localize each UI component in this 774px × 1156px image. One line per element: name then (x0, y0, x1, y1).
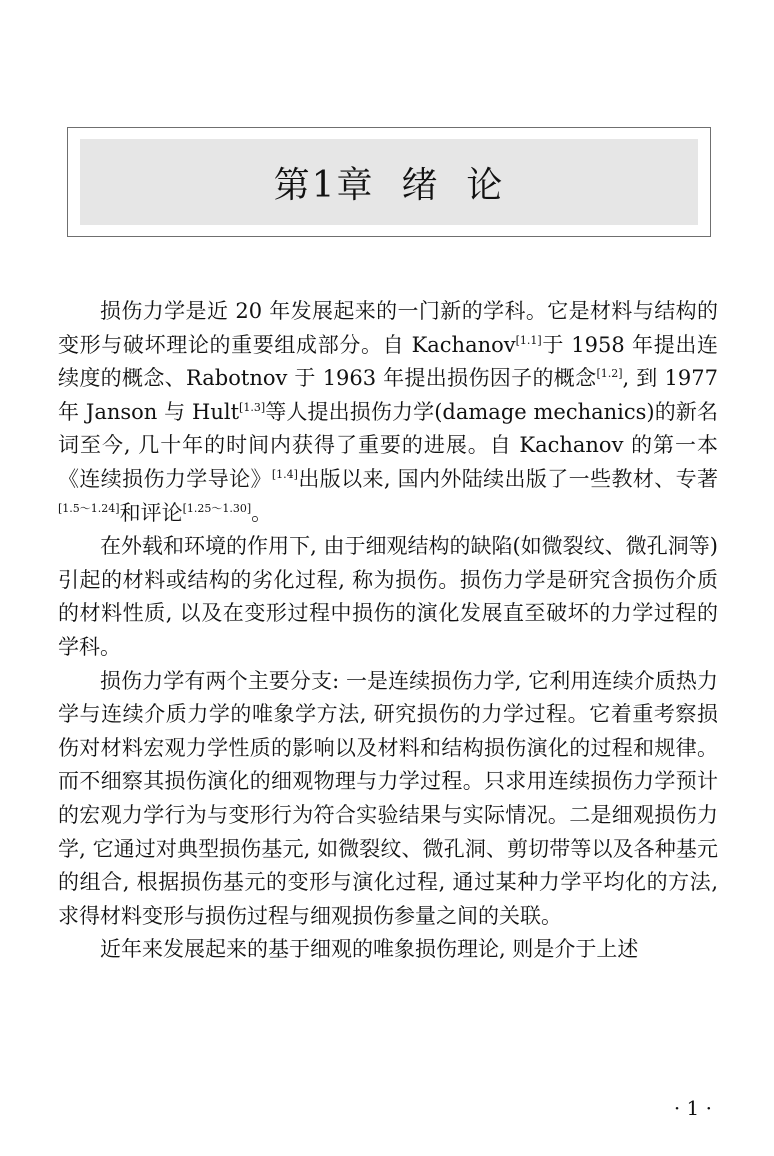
paragraph-text: 损伤力学是近 20 年发展起来的一门新的学科。它是材料与结构的变形与破坏理论的重要组成部分。自 Kachanov (58, 299, 718, 357)
paragraph-text: , 到 1977 年 Janson 与 Hult (58, 366, 718, 424)
citation-ref: [1.2] (596, 367, 623, 381)
paragraph-text: 和评论 (119, 500, 183, 525)
paragraph-text: 近年来发展起来的基于细观的唯象损伤理论, 则是介于上述 (100, 937, 639, 962)
citation-ref: [1.5～1.24] (58, 501, 120, 515)
paragraph-text: 。 (251, 500, 273, 525)
chapter-title-band (80, 139, 698, 225)
paragraph (58, 665, 718, 934)
paragraph-text: 于 1958 年提出连续度的概念、Rabotnov 于 1963 年提出损伤因子的概念 (58, 332, 718, 391)
citation-ref: [1.4] (271, 467, 298, 481)
paragraph (58, 295, 718, 530)
chapter-title-frame (67, 127, 711, 237)
citation-ref: [1.3] (239, 400, 266, 414)
paragraph (58, 933, 718, 967)
paragraph-text: 损伤力学有两个主要分支: 一是连续损伤力学, 它利用连续介质热力学与连续介质力学的唯象学方法, 研究损伤的力学过程。它着重考察损伤对材料宏观力学性质的影响以及材料和结构损伤演化的过程和规律。而不细察其损伤演化的细观物理与力学过程。只求用连续损伤力学预计的宏观力学行为与变形行为符合实验结果与实际情况。二是细观损伤力学, 它通过对典型损伤基元, 如微裂纹、微孔洞、剪切带等以及各种基元的组合, 根据损伤基元的变形与演化过程, 通过某种力学平均化的方法, 求得材料变形与损伤过程与细观损伤参量之间的关联。 (58, 668, 718, 928)
paragraph-text: 出版以来, 国内外陆续出版了一些教材、专著 (297, 466, 718, 491)
body-text (58, 295, 718, 967)
paragraph-text: 等人提出损伤力学(damage mechanics)的新名词至今, 几十年的时间内获得了重要的进展。自 Kachanov 的第一本《连续损伤力学导论》 (58, 399, 718, 491)
paragraph-text: 在外载和环境的作用下, 由于细观结构的缺陷(如微裂纹、微孔洞等)引起的材料或结构的劣化过程, 称为损伤。损伤力学是研究含损伤介质的材料性质, 以及在变形过程中损伤的演化发展直至破坏的力学过程的学科。 (58, 534, 718, 659)
citation-ref: [1.1] (515, 333, 542, 347)
paragraph (58, 530, 718, 664)
citation-ref: [1.25～1.30] (182, 501, 252, 515)
page-number: · 1 · (673, 1096, 712, 1120)
chapter-title: 第1章 绪 论 (273, 164, 505, 206)
